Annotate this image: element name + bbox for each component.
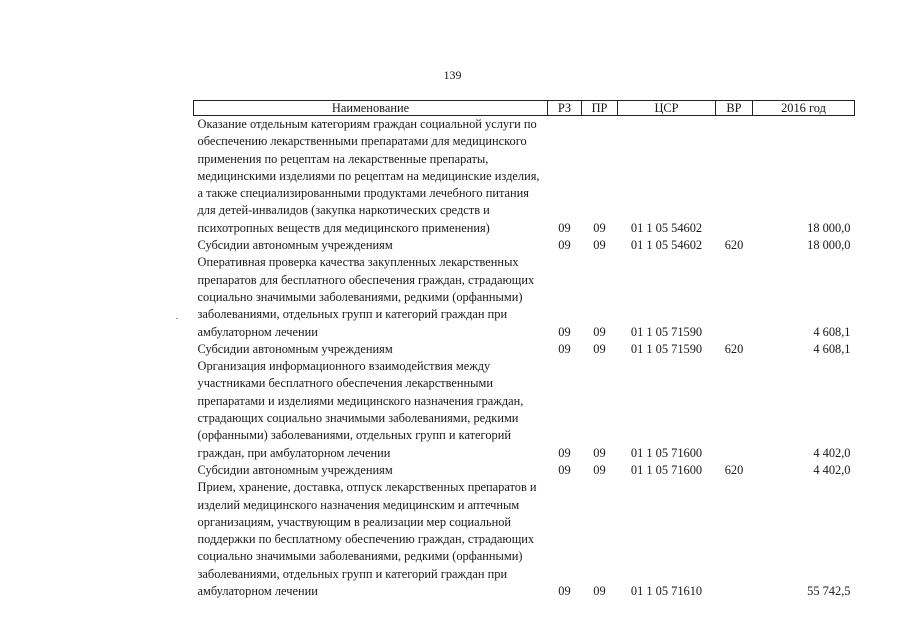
row-amount: 4 608,1 bbox=[813, 341, 851, 356]
row-csr: 01 1 05 71590 bbox=[630, 324, 703, 339]
row-vr bbox=[716, 479, 753, 600]
header-pr: ПР bbox=[582, 101, 618, 116]
row-name: Субсидии автономным учреждениям bbox=[197, 341, 393, 356]
row-rz: 09 bbox=[558, 324, 571, 339]
row-pr: 09 bbox=[593, 220, 606, 235]
row-rz: 09 bbox=[558, 341, 571, 356]
row-name: Оперативная проверка качества закупленных лекарственных препаратов для бесплатного обеспечения граждан, страдающих социально значимыми заболеваниями, редкими (орфанными) заболеваниями, отдельных групп и категорий граждан при амбулаторном лечении bbox=[197, 255, 535, 339]
row-rz: 09 bbox=[558, 445, 571, 460]
row-name: Субсидии автономным учреждениям bbox=[197, 462, 393, 477]
row-csr: 01 1 05 54602 bbox=[630, 220, 703, 235]
table-row bbox=[194, 462, 855, 479]
row-rz: 09 bbox=[558, 462, 571, 477]
header-name: Наименование bbox=[194, 101, 548, 116]
table-row bbox=[194, 358, 855, 462]
row-pr: 09 bbox=[593, 462, 606, 477]
table-row bbox=[194, 237, 855, 254]
row-pr: 09 bbox=[593, 341, 606, 356]
row-vr: 620 bbox=[724, 462, 744, 477]
row-pr: 09 bbox=[593, 584, 606, 599]
row-amount: 4 608,1 bbox=[813, 324, 851, 339]
table-row bbox=[194, 341, 855, 358]
table-header-row bbox=[194, 101, 855, 116]
row-vr: 620 bbox=[724, 238, 744, 253]
row-vr: 620 bbox=[724, 341, 744, 356]
header-vr: ВР bbox=[716, 101, 753, 116]
row-amount: 55 742,5 bbox=[807, 584, 851, 599]
row-vr bbox=[716, 254, 753, 340]
row-amount: 18 000,0 bbox=[807, 238, 851, 253]
row-name: Прием, хранение, доставка, отпуск лекарственных препаратов и изделий медицинского назначения медицинским и аптечным организациям, участвующим в реализации мер социальной поддержки по бесплатному обеспечению граждан, страдающих социально значимыми заболеваниями, редкими (орфанными) заболеваниями, отдельных групп и категорий граждан при амбулаторном лечении bbox=[197, 480, 537, 599]
row-amount: 4 402,0 bbox=[813, 462, 851, 477]
margin-mark bbox=[176, 318, 178, 319]
table-row bbox=[194, 479, 855, 600]
row-csr: 01 1 05 71610 bbox=[630, 584, 703, 599]
row-amount: 4 402,0 bbox=[813, 445, 851, 460]
header-csr: ЦСР bbox=[618, 101, 716, 116]
row-name: Оказание отдельным категориям граждан социальной услуги по обеспечению лекарственными препаратами для медицинского применения по рецептам на лекарственные препараты, медицинскими изделиями по рецептам на медицинские изделия, а также специализированными продуктами лечебного питания для детей-инвалидов (закупка наркотических средств и психотропных веществ для медицинского применения) bbox=[197, 117, 540, 235]
header-rz: РЗ bbox=[548, 101, 582, 116]
table-row bbox=[194, 254, 855, 340]
row-vr bbox=[716, 358, 753, 462]
row-csr: 01 1 05 54602 bbox=[630, 238, 703, 253]
header-year: 2016 год bbox=[753, 101, 855, 116]
row-csr: 01 1 05 71590 bbox=[630, 341, 703, 356]
row-csr: 01 1 05 71600 bbox=[630, 462, 703, 477]
budget-table bbox=[193, 100, 855, 600]
row-rz: 09 bbox=[558, 584, 571, 599]
row-rz: 09 bbox=[558, 238, 571, 253]
row-name: Субсидии автономным учреждениям bbox=[197, 238, 393, 253]
page-number: 139 bbox=[443, 68, 462, 82]
row-name: Организация информационного взаимодействия между участниками бесплатного обеспечения лекарственными препаратами и изделиями медицинского назначения граждан, страдающих социально значимыми заболеваниями, редкими (орфанными) заболеваниями, отдельных групп и категорий граждан, при амбулаторном лечении bbox=[197, 359, 524, 460]
row-pr: 09 bbox=[593, 445, 606, 460]
row-csr: 01 1 05 71600 bbox=[630, 445, 703, 460]
row-amount: 18 000,0 bbox=[807, 220, 851, 235]
row-vr bbox=[716, 116, 753, 238]
row-rz: 09 bbox=[558, 220, 571, 235]
row-pr: 09 bbox=[593, 238, 606, 253]
row-pr: 09 bbox=[593, 324, 606, 339]
table-row bbox=[194, 116, 855, 238]
